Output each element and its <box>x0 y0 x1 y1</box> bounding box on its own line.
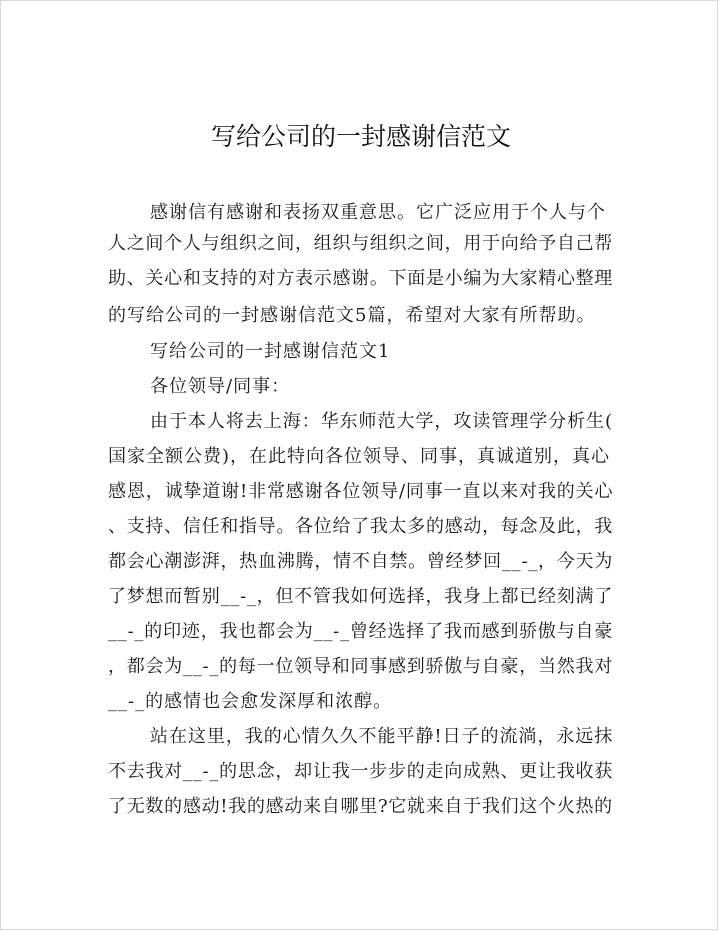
paragraph-line: 的写给公司的一封感谢信范文5篇，希望对大家有所帮助。 <box>108 305 596 326</box>
paragraph-line: 了无数的感动!我的感动来自哪里?它就来自于我们这个火热的 <box>108 796 613 817</box>
document-title: 写给公司的一封感谢信范文 <box>210 122 511 151</box>
paragraph-line: 人之间个人与组织之间，组织与组织之间，用于向给予自己帮 <box>108 233 613 254</box>
paragraph-line: 、支持、信任和指导。各位给了我太多的感动，每念及此，我 <box>108 516 613 537</box>
paragraph-line: 助、关心和支持的对方表示感谢。下面是小编为大家精心整理 <box>108 268 613 289</box>
paragraph-line: 不去我对__-_的思念，却让我一步步的走向成熟、更让我收获 <box>108 761 614 782</box>
paragraph-line: 各位领导/同事： <box>150 376 291 397</box>
paragraph-line: __-_的感情也会愈发深厚和浓醇。 <box>108 691 393 712</box>
paragraph-line: 感谢信有感谢和表扬双重意思。它广泛应用于个人与个 <box>150 202 606 223</box>
paragraph-line: 站在这里，我的心情久久不能平静!日子的流淌，永远抹 <box>150 726 614 747</box>
paragraph-line: 都会心潮澎湃，热血沸腾，情不自禁。曾经梦回__-_，今天为 <box>108 551 614 572</box>
paragraph-line: __-_的印迹，我也都会为__-_曾经选择了我而感到骄傲与自豪 <box>108 621 614 642</box>
paragraph-line: 写给公司的一封感谢信范文1 <box>150 341 391 362</box>
paragraph-line: 国家全额公费)，在此特向各位领导、同事，真诚道别，真心 <box>108 446 611 467</box>
paragraph-line: 了梦想而暂别__-_，但不管我如何选择，我身上都已经刻满了 <box>108 586 614 607</box>
paragraph-line: 由于本人将去上海：华东师范大学，攻读管理学分析生( <box>150 411 614 432</box>
paragraph-line: ，都会为__-_的每一位领导和同事感到骄傲与自豪，当然我对 <box>108 656 614 677</box>
paragraph-line: 感恩，诚挚道谢!非常感谢各位领导/同事一直以来对我的关心 <box>108 481 614 502</box>
